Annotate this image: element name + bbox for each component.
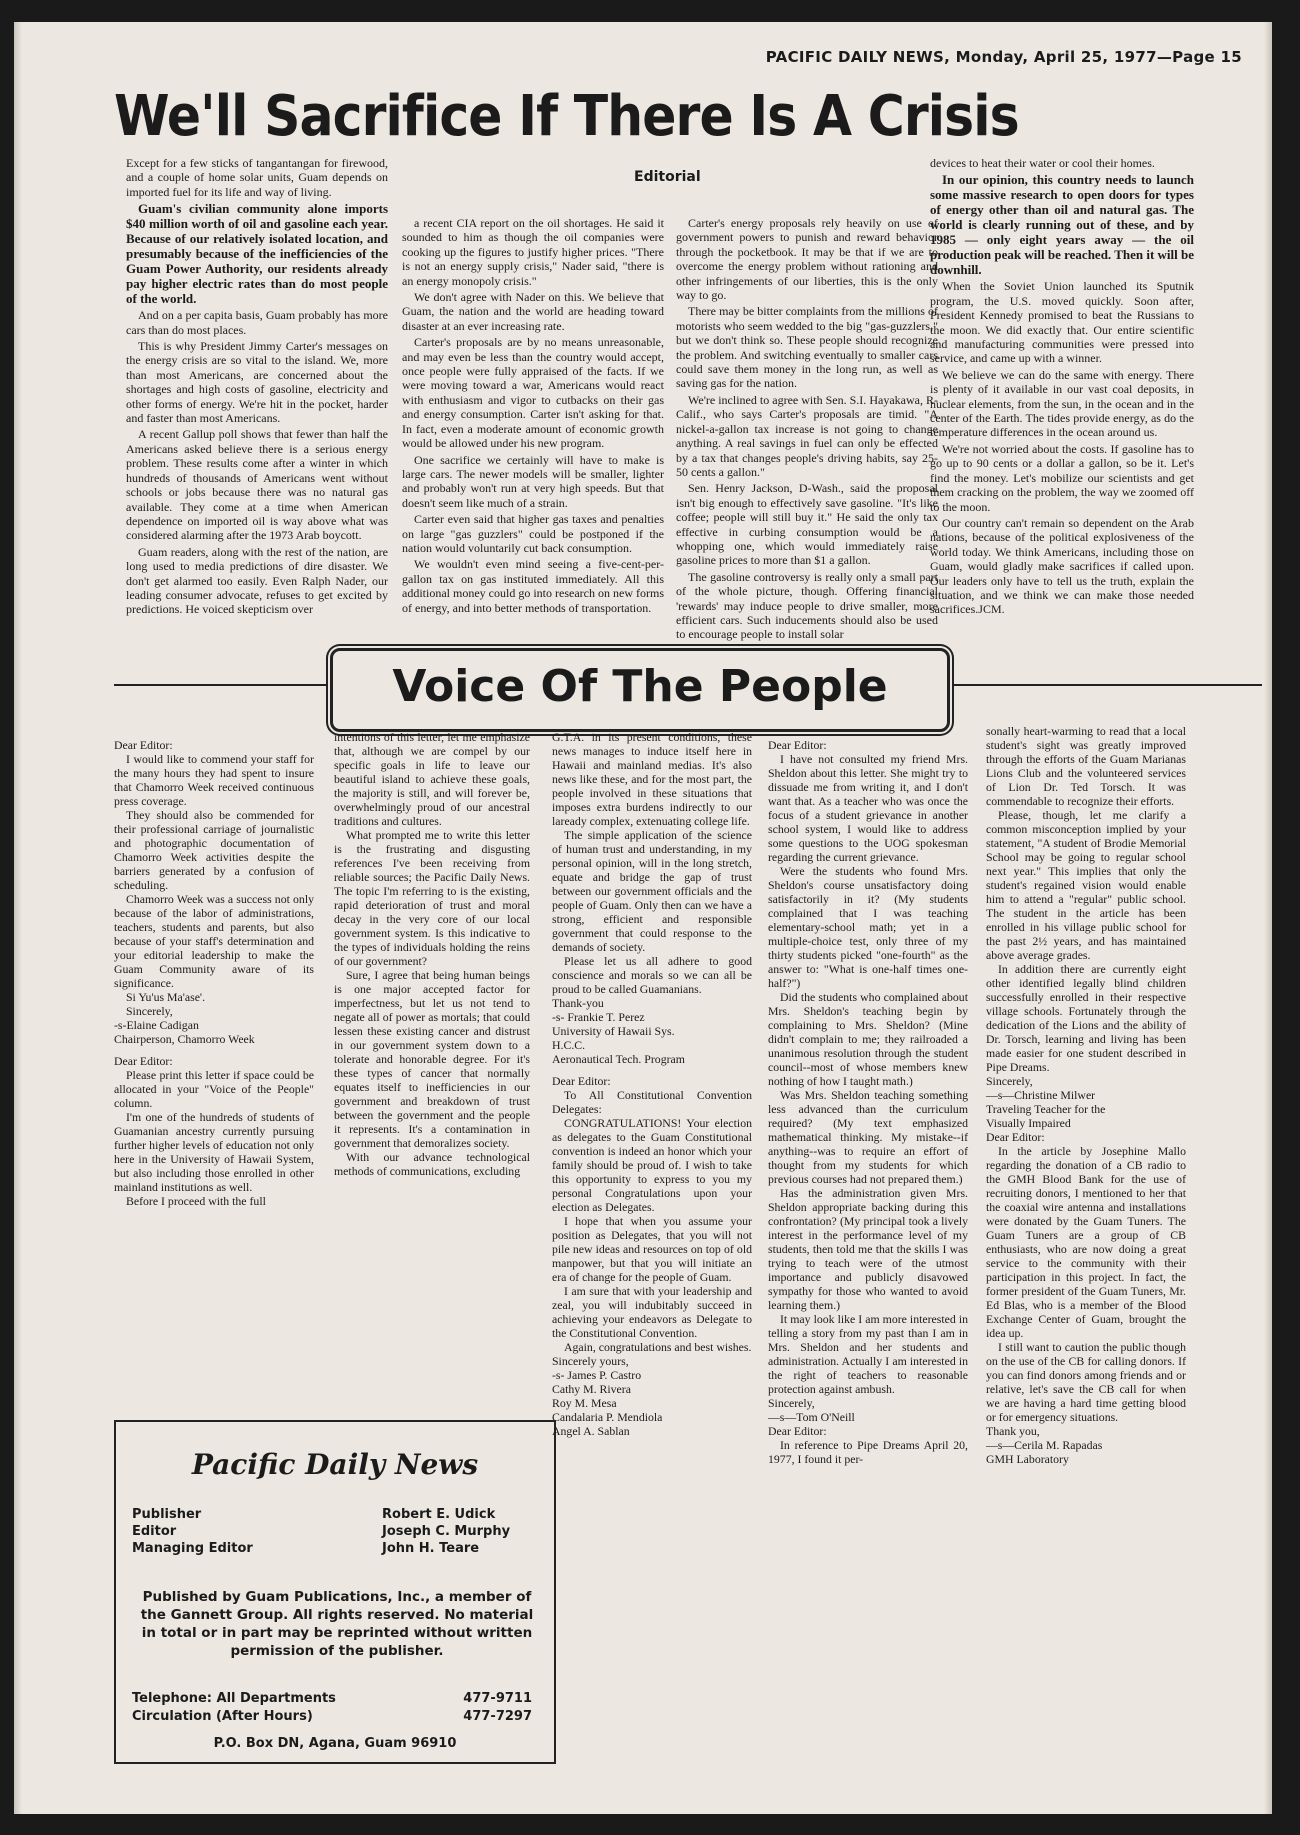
staff-name: Robert E. Udick [382,1507,496,1522]
masthead-box [114,1420,556,1764]
letter-paragraph: Was Mrs. Sheldon teaching something less advanced than the curriculum required? (My text emphasized mathematical thinking. My mistake--if anything--was to require an effort of thought from my students for which previous courses had not prepared them.) [768,1088,968,1186]
staff-name: Joseph C. Murphy [382,1524,511,1539]
editorial-paragraph: We wouldn't even mind seeing a five-cent-per-gallon tax on gas instituted immediately. All this additional money could go into research on new forms of energy, and into better methods of transportation. [402,557,664,615]
editorial-paragraph: We're not worried about the costs. If gasoline has to go up to 90 cents or a dollar a gallon, so be it. Let's find the money. Let's mobilize our scientists and get them cracking on the problem, the way we zoomed off to the moon. [930,441,1194,514]
newspaper-nameplate: Pacific Daily News [191,1448,479,1481]
letter-paragraph: I am sure that with your leadership and zeal, you will indubitably succeed in achieving your endeavors as Delegate to the Constitutional Convention. [552,1284,752,1340]
newspaper-page [14,22,1272,1814]
masthead-dateline: PACIFIC DAILY NEWS, Monday, April 25, 1977—Page 15 [765,48,1242,66]
letter-paragraph: Did the students who complained about Mrs. Sheldon's teaching begin by complaining to Mrs. Sheldon? (Mine didn't complain to me; they railroaded a unanimous resolution through the student council--most of whose members knew nothing of how I taught math.) [768,990,968,1088]
editorial-column-2 [402,216,664,617]
publisher-note: Published by Guam Publications, Inc., a member of the Gannett Group. All rights reserved. No material in total or in part may be reprinted without written permission of the publisher. [140,1589,534,1659]
phone-label: Telephone: All Departments [132,1691,336,1706]
letter-paragraph: Cathy M. Rivera [552,1382,631,1396]
letter-paragraph: sonally heart-warming to read that a local student's sight was greatly improved through the efforts of the Guam Marianas Lions Club and the volunteered services of Lion Dr. Ted Torsch. It was commendable to recognize their efforts. [986,724,1186,808]
editorial-paragraph: Carter's energy proposals rely heavily on use of government powers to punish and reward behavior through the pocketbook. It may be that if we are to overcome the energy problem without rationing and other infringements of our liberties, this is the only way to go. [676,216,938,303]
editorial-column-3 [676,216,938,644]
editorial-paragraph: a recent CIA report on the oil shortages. He said it sounded to him as though the oil companies were cooking up the figures to justify higher prices. "There is not an energy supply crisis," Nader said, "there is an energy monopoly crisis." [402,216,664,288]
letter-paragraph: To All Constitutional Convention Delegates: [552,1088,752,1116]
letter-paragraph: It may look like I am more interested in telling a story from my past than I am in Mrs. Sheldon and her students and administration. Actually I am interested in the right of teachers to reasonable protection against ambush. [768,1312,968,1396]
letter-paragraph: Si Yu'us Ma'ase'. [126,990,206,1004]
letter-paragraph: Sincerely, [768,1396,815,1410]
letter-paragraph: I would like to commend your staff for the many hours they had spent to insure that Chamorro Week received continuous press coverage. [114,752,314,808]
letter-paragraph: H.C.C. [552,1038,586,1052]
letter-paragraph: I hope that when you assume your position as Delegates, that you will not pile new ideas and resources on top of old manpower, but that you will initiate an era of change for the people of Guam. [552,1214,752,1284]
letters-column-5 [986,724,1186,1466]
letter-paragraph: Please, though, let me clarify a common misconception implied by your statement, "A student of Brodie Memorial School may be going to regular school next year." This implies that only the student's regained vision would enable him to attend a "regular" public school. The student in the article has been enrolled in his village public school for the past 2½ years, and has maintained above average grades. [986,808,1186,962]
editorial-paragraph: We believe we can do the same with energy. There is plenty of it available in our vast coal deposits, in nuclear elements, from the sun, in the ocean and in the center of the Earth. The tides provide energy, as do the temperature differences in the ocean around us. [930,367,1194,440]
letter-paragraph: I still want to caution the public though on the use of the CB for calling donors. If you can find donors among friends and or relative, let's save the CB call for when we are having a hard time getting blood or for emergency situations. [986,1340,1186,1424]
letter-paragraph: Dear Editor: [768,1424,827,1438]
editorial-paragraph: Carter even said that higher gas taxes and penalties on large "gas guzzlers" could be postponed if the nation would voluntarily cut back consumption. [402,512,664,555]
staff-role: Managing Editor [132,1541,253,1556]
editorial-paragraph: One sacrifice we certainly will have to make is large cars. The newer models will be smaller, lighter and probably won't run at very high speeds. But that doesn't seem like much of a strain. [402,452,664,510]
letter-paragraph: Thank you, [986,1424,1040,1438]
letter-paragraph: Were the students who found Mrs. Sheldon's course unsatisfactory doing satisfactorily in it? (My students complained that I was teaching elementary-school math; yet in a multiple-choice test, only three of my thirty students picked "one-fourth" as the answer to: "What is one-half times one-half?") [768,864,968,990]
letter-paragraph: Sure, I agree that being human beings is one major accepted factor for imperfectness, but let us not tend to negate all of power as mortals; that could lessen these existing cancer and distrust in our government system down to a tolerate and honorable degree. For it's these types of cancer that normally equates itself to inefficiencies in our government and breakdown of trust between the government and the people it represents. It's a contamination in government that demoralizes society. [334,968,530,1150]
phone-row [132,1708,532,1726]
letter-paragraph: Chamorro Week was a success not only because of the labor of administrations, teachers, students and parents, but also because of your staff's determination and your editorial leadership to make the Guam Community aware of its significance. [114,892,314,990]
letter-paragraph: Sincerely, [126,1004,173,1018]
letter-paragraph: -s- Frankie T. Perez [552,1010,645,1024]
letter-paragraph: —s—Christine Milwer [986,1088,1096,1102]
letter-paragraph: Sincerely, [986,1074,1033,1088]
letter-paragraph: Aeronautical Tech. Program [552,1052,685,1066]
letter-paragraph: Before I proceed with the full [126,1194,266,1208]
letter-paragraph: Please print this letter if space could be allocated in your "Voice of the People" column. [114,1068,314,1110]
editorial-paragraph: This is why President Jimmy Carter's messages on the energy crisis are so vital to the island. We, more than most Americans, are concerned about the shortages and high costs of gasoline, electricity and other forms of energy. We're hit in the pocket, harder and faster than most Americans. [126,339,388,426]
letter-paragraph: Dear Editor: [114,738,173,752]
letter-paragraph: Has the administration given Mrs. Sheldon appropriate backing during this confrontation? (My principal took a lively interest in the performance level of my students, then told me that the skills I was trying to teach were of the utmost importance and publicly disavowed sympathy for those who wanted to avoid learning them.) [768,1186,968,1312]
letter-paragraph: Candalaria P. Mendiola [552,1410,663,1424]
letter-paragraph: The simple application of the science of human trust and understanding, in my personal opinion, will in the long stretch, equate and bridge the gap of trust between our government officials and the people of Guam. Only then can we have a strong, efficient and responsible government that could response to the demands of society. [552,828,752,954]
letter-paragraph: What prompted me to write this letter is the frustrating and disgusting references I've been receiving from reliable sources; the Pacific Daily News. The topic I'm referring to is the existing, rapid deterioration of trust and moral decay in the very core of our local government system. Is this indicative to the types of individuals holding the reins of our government? [334,828,530,968]
letters-column-4 [768,738,968,1466]
editorial-paragraph: A recent Gallup poll shows that fewer than half the Americans asked believe there is a serious energy problem. These results come after a winter in which hundreds of thousands of Americans went without schools or jobs because there was no natural gas available. They come at a time when American dependence on imported oil is way above what was considered alarming after the 1973 Arab boycott. [126,427,388,543]
letter-paragraph: intentions of this letter, let me emphasize that, although we are compel by our specific goals in life to leave our beautiful island to achieve these goals, the majority is still, and will forever be, overwhelmingly proud of our ancestral traditions and cultures. [334,730,530,828]
staff-row [132,1540,532,1557]
letter-paragraph: Visually Impaired [986,1116,1071,1130]
letters-column-2 [334,730,530,1178]
phone-list [132,1690,532,1726]
editorial-paragraph: In our opinion, this country needs to launch some massive research to open doors for types of energy other than oil and natural gas. The world is clearly running out of these, and by 1985 — only eight years away — the oil production peak will be reached. Then it will be downhill. [930,172,1195,278]
letter-paragraph: Dear Editor: [552,1074,611,1088]
letter-paragraph: -s-Elaine Cadigan [114,1018,199,1032]
letter-paragraph: —s—Tom O'Neill [768,1410,855,1424]
editorial-paragraph: Guam's civilian community alone imports $40 million worth of oil and gasoline each year. Because of our relatively isolated location, and presumably because of the inefficiencies of the Guam Power Authority, our residents already pay higher electric rates than do most people of the world. [126,201,388,307]
letters-column-3 [552,730,752,1438]
letter-paragraph: GMH Laboratory [986,1452,1069,1466]
staff-row [132,1506,532,1523]
editorial-paragraph: Our country can't remain so dependent on the Arab nations, because of the political explosiveness of the world today. We think Americans, including those on Guam, would gladly make sacrifices if called upon. Our leaders only have to tell us the truth, explain the situation, and we think we can make those needed sacrifices.JCM. [930,515,1194,617]
editorial-tag: Editorial [634,169,701,185]
page-headline: We'll Sacrifice If There Is A Crisis [114,84,1019,149]
letter-paragraph: In the article by Josephine Mallo regarding the donation of a CB radio to the GMH Blood Bank for the use of recruiting donors, I mentioned to her that the coaxial wire antenna and installations were donated by the Guam Tuners. The Guam Tuners are a group of CB enthusiasts, who are now doing a great service to the community with their participation in this project. In fact, the former president of the Guam Tuners, Mr. Ed Blas, who is a member of the Blood Exchange Center of Guam, brought the idea up. [986,1144,1186,1340]
letter-paragraph: Again, congratulations and best wishes. [564,1340,752,1354]
staff-row [132,1523,532,1540]
letter-paragraph: I'm one of the hundreds of students of Guamanian ancestry currently pursuing further higher levels of education not only here in the University of Hawaii System, but also including those enrolled in other mainland institutions as well. [114,1110,314,1194]
letter-paragraph: I have not consulted my friend Mrs. Sheldon about this letter. She might try to dissuade me from writing it, and I don't want that. As a teacher who was once the focus of a student grievance in another school system, I would like to address some questions to the UOG spokesman regarding the current grievance. [768,752,968,864]
letter-paragraph: Sincerely yours, [552,1354,629,1368]
phone-label: Circulation (After Hours) [132,1709,313,1724]
editorial-paragraph: Guam readers, along with the rest of the nation, are long used to media predictions of dire disaster. We don't get alarmed too easily. Even Ralph Nader, our leading consumer advocate, refuses to get excited by predictions. He voiced skepticism over [126,544,388,617]
letter-paragraph: Dear Editor: [986,1130,1045,1144]
editorial-paragraph: We're inclined to agree with Sen. S.I. Hayakawa, R-Calif., who says Carter's proposals are timid. "A nickel-a-gallon tax increase is not going to change anything. A real savings in fuel can only be effected by a tax that changes people's driving habits, say 25-50 cents a gallon." [676,392,938,479]
letter-paragraph: In reference to Pipe Dreams April 20, 1977, I found it per- [768,1438,968,1466]
letter-paragraph: Thank-you [552,996,604,1010]
editorial-paragraph: Except for a few sticks of tangantangan for firewood, and a couple of home solar units, Guam depends on imported fuel for its life and way of living. [126,156,388,199]
letter-paragraph: University of Hawaii Sys. [552,1024,675,1038]
letter-paragraph: Dear Editor: [768,738,827,752]
letter-paragraph: -s- James P. Castro [552,1368,642,1382]
editorial-paragraph: Sen. Henry Jackson, D-Wash., said the proposal isn't big enough to effectively save gasoline. "It's like coffee; people will still buy it." He said the only tax effective in curbing consumption would be a whopping one, which would immediately raise gasoline prices to more than $1 a gallon. [676,481,938,568]
staff-role: Editor [132,1524,177,1539]
editorial-paragraph: Carter's proposals are by no means unreasonable, and may even be less than the country would accept, once people were fully appraised of the facts. If we were moving toward a war, Americans would react with enthusiasm and vigor to cutbacks on their gas and energy consumption. Carter isn't asking for that. In fact, even a moderate amount of economic growth would be allowed under his new program. [402,335,664,451]
letter-paragraph: Angel A. Sablan [552,1424,630,1438]
phone-number: 477-9711 [463,1691,532,1706]
phone-row [132,1690,532,1708]
letter-paragraph: They should also be commended for their professional carriage of journalistic and photographic documentation of Chamorro Week activities despite the barriers generated by a confusion of scheduling. [114,808,314,892]
page-edge-left [14,22,22,1814]
editorial-paragraph: And on a per capita basis, Guam probably has more cars than do most places. [126,308,388,337]
voice-title: Voice Of The People [392,661,888,712]
letter-paragraph: Roy M. Mesa [552,1396,617,1410]
editorial-column-1 [126,156,388,619]
letter-paragraph: Dear Editor: [114,1054,173,1068]
phone-number: 477-7297 [463,1709,532,1724]
editorial-paragraph: We don't agree with Nader on this. We believe that Guam, the nation and the world are heading toward disaster at an ever increasing rate. [402,290,664,333]
editorial-paragraph: There may be bitter complaints from the millions of motorists who seem wedded to the big "gas-guzzlers," but we don't think so. These people should recognize the problem. And switching eventually to smaller cars could save them money in the long run, as well as saving gas for the nation. [676,304,938,391]
editorial-paragraph: The gasoline controversy is really only a small part of the whole picture, though. Offering financial 'rewards' may induce people to drive smaller, more efficient cars. Such inducements should also be used to encourage people to install solar [676,569,938,642]
voice-header-box [330,648,950,732]
letters-column-1 [114,730,314,1208]
letter-paragraph: With our advance technological methods of communications, excluding [334,1150,530,1178]
staff-name: John H. Teare [382,1541,480,1556]
page-edge-right [1264,22,1272,1814]
letter-paragraph: Please let us all adhere to good conscience and morals so we can all be proud to be called Guamanians. [552,954,752,996]
letter-paragraph: CONGRATULATIONS! Your election as delegates to the Guam Constitutional convention is indeed an honor which your family should be proud of. I wish to take this opportunity to express to you my personal Congratulations upon your election as Delegates. [552,1116,752,1214]
editorial-paragraph: When the Soviet Union launched its Sputnik program, the U.S. moved quickly. Soon after, President Kennedy promised to beat the Russians to the moon. We did exactly that. Our entire scientific and manufacturing communities were pressed into service, and came up with a winner. [930,279,1194,366]
letter-paragraph: —s—Cerila M. Rapadas [986,1438,1103,1452]
po-box: P.O. Box DN, Agana, Guam 96910 [213,1736,457,1751]
letter-paragraph: Traveling Teacher for the [986,1102,1106,1116]
letter-paragraph: Chairperson, Chamorro Week [114,1032,255,1046]
editorial-paragraph: devices to heat their water or cool their homes. [930,156,1155,170]
staff-list [132,1506,532,1557]
letter-paragraph: G.T.A. in its present conditions, these news manages to induce itself here in Hawaii and mainland medias. It's also news like these, and for the most part, the people involved in these situations that imposes extra burdens indirectly to our laready complex, extenuating college life. [552,730,752,828]
staff-role: Publisher [132,1507,202,1522]
letter-paragraph: In addition there are currently eight other identified legally blind children successfully enrolled in their respective village schools. Fortunately through the dedication of the Lions and the ability of Dr. Torsch, learning and living has been made easier for one student described in Pipe Dreams. [986,962,1186,1074]
editorial-column-4 [930,156,1194,619]
